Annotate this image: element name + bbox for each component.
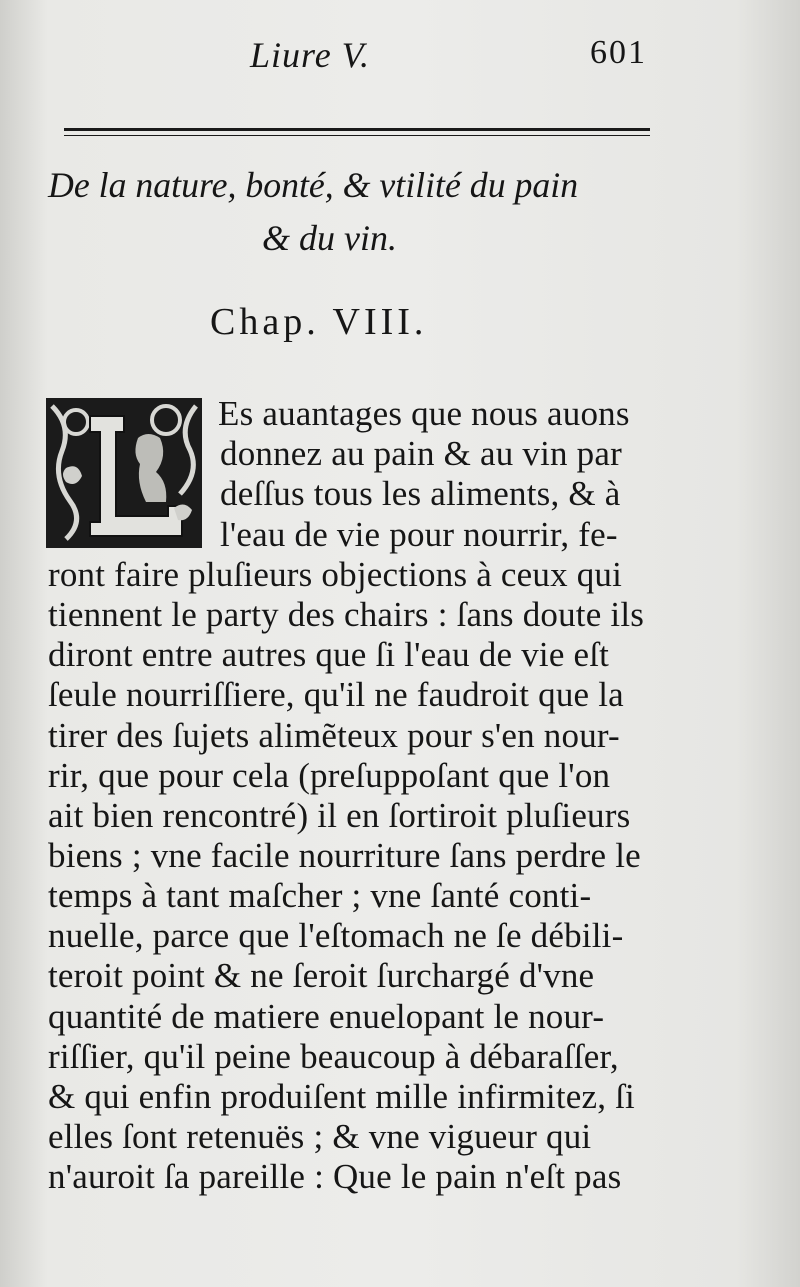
text-line: diront entre autres que ſi l'eau de vie eſt: [48, 635, 610, 674]
section-title-line-2: & du vin.: [262, 218, 397, 258]
text-line: l'eau de vie pour nourrir, fe-: [220, 515, 618, 554]
text-line: donnez au pain & au vin par: [220, 434, 622, 473]
text-line: tirer des ſujets alimẽteux pour s'en nour-: [48, 716, 620, 755]
page-number: 601: [590, 34, 647, 71]
text-line: n'auroit ſa pareille : Que le pain n'eſt pas: [48, 1157, 622, 1196]
text-line: biens ; vne facile nourriture ſans perdre le: [48, 836, 641, 875]
text-line: tiennent le party des chairs : ſans doute ils: [48, 595, 645, 634]
text-line: Es auantages que nous auons: [218, 394, 630, 433]
text-line: ait bien rencontré) il en ſortiroit pluſieurs: [48, 796, 631, 835]
text-line: nuelle, parce que l'eſtomach ne ſe débili-: [48, 916, 624, 955]
text-line: riſſier, qu'il peine beaucoup à débaraſſer,: [48, 1037, 619, 1076]
text-line: rir, que pour cela (preſuppoſant que l'on: [48, 756, 611, 795]
text-line: ſeule nourriſſiere, qu'il ne faudroit que la: [48, 675, 624, 714]
chapter-heading: Chap. VIII.: [210, 301, 428, 343]
text-line: & qui enfin produiſent mille infirmitez, ſi: [48, 1077, 635, 1116]
text-line: quantité de matiere enuelopant le nour-: [48, 997, 605, 1036]
text-line: deſſus tous les aliments, & à: [220, 474, 621, 513]
text-line: teroit point & ne ſeroit ſurchargé d'vne: [48, 956, 595, 995]
text-line: temps à tant maſcher ; vne ſanté conti-: [48, 876, 592, 915]
header-rule: [64, 128, 650, 136]
text-line: ront faire pluſieurs objections à ceux qui: [48, 555, 623, 594]
running-head: Liure V.: [250, 35, 371, 75]
drop-cap-initial-icon: [46, 398, 202, 548]
section-title-line-1: De la nature, bonté, & vtilité du pain: [48, 165, 579, 205]
text-line: elles ſont retenuës ; & vne vigueur qui: [48, 1117, 592, 1156]
